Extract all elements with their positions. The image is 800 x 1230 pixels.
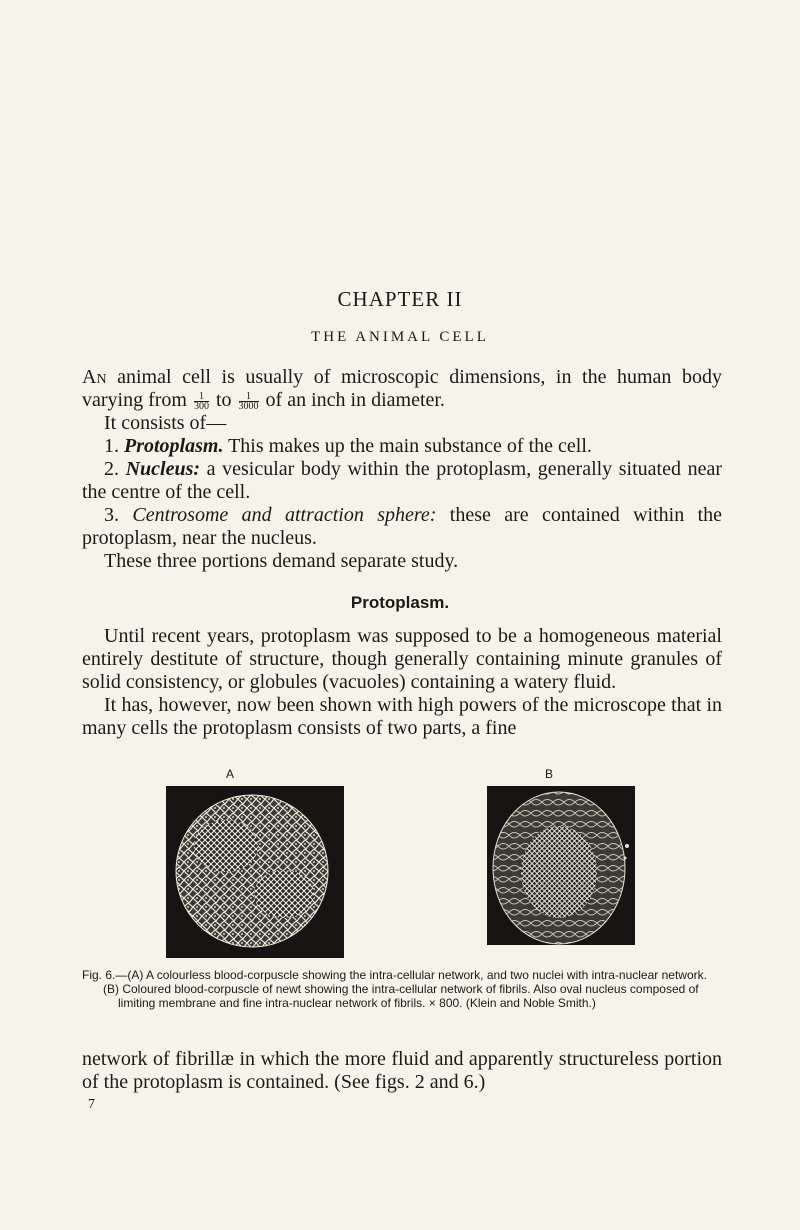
- figure-a-illustration: [166, 786, 344, 958]
- paragraph-recent-years: Until recent years, protoplasm was supposed to be a homogeneous material entirely destitute of structure, though generally containing minute granules of solid consistency, or globules (vacuoles) containing a watery fluid.: [82, 625, 722, 693]
- protoplasm-text: [82, 625, 722, 740]
- list-item-protoplasm: 1. Protoplasm. This makes up the main substance of the cell.: [104, 435, 592, 457]
- page-number: 7: [88, 1097, 95, 1112]
- intro-lead-word: An: [82, 366, 107, 388]
- figure-label-a: A: [226, 767, 235, 781]
- list-item-nucleus: 2. Nucleus: a vesicular body within the protoplasm, generally situated near the centre of the cell.: [82, 458, 722, 503]
- figure-caption: [82, 968, 722, 1010]
- paragraph-high-powers: It has, however, now been shown with high powers of the microscope that in many cells the protoplasm consists of two parts, a fine: [82, 694, 722, 739]
- figure-label-b: B: [545, 767, 554, 781]
- protoplasm-subheading: Protoplasm.: [350, 593, 450, 612]
- caption-b: (B) Coloured blood-corpuscle of newt showing the intra-cellular network of fibrils. Also oval nucleus composed of limiting membrane and fine intra-nuclear network of fibrils. × 800. (Klein and Noble Smith.): [103, 982, 699, 1010]
- fraction-2: $\frac{1}{3000}$: [238, 390, 259, 412]
- chapter-heading: CHAPTER II: [337, 287, 463, 311]
- consists-line: It consists of—: [104, 412, 227, 434]
- list-item-centrosome: 3. Centrosome and attraction sphere: these are contained within the protoplasm, near the nucleus.: [82, 504, 722, 549]
- closing-text: [82, 1048, 722, 1094]
- caption-a: Fig. 6.—(A) A colourless blood-corpuscle showing the intra-cellular network, and two nuclei with intra-nuclear network.: [82, 968, 707, 982]
- section-title: THE ANIMAL CELL: [311, 329, 489, 345]
- paragraph-network: network of fibrillæ in which the more fluid and apparently structureless portion of the protoplasm is contained. (See figs. 2 and 6.): [82, 1048, 722, 1093]
- intro-paragraph: An animal cell is usually of microscopic dimensions, in the human body varying from $\frac{1}{300}$ to $\frac{1}{3000}$ of an inch in diameter.: [82, 366, 722, 412]
- fraction-1: $\frac{1}{300}$: [193, 390, 209, 412]
- figure-b-illustration: [487, 786, 635, 945]
- intro-block: [82, 366, 722, 573]
- three-portions-line: These three portions demand separate study.: [104, 550, 459, 572]
